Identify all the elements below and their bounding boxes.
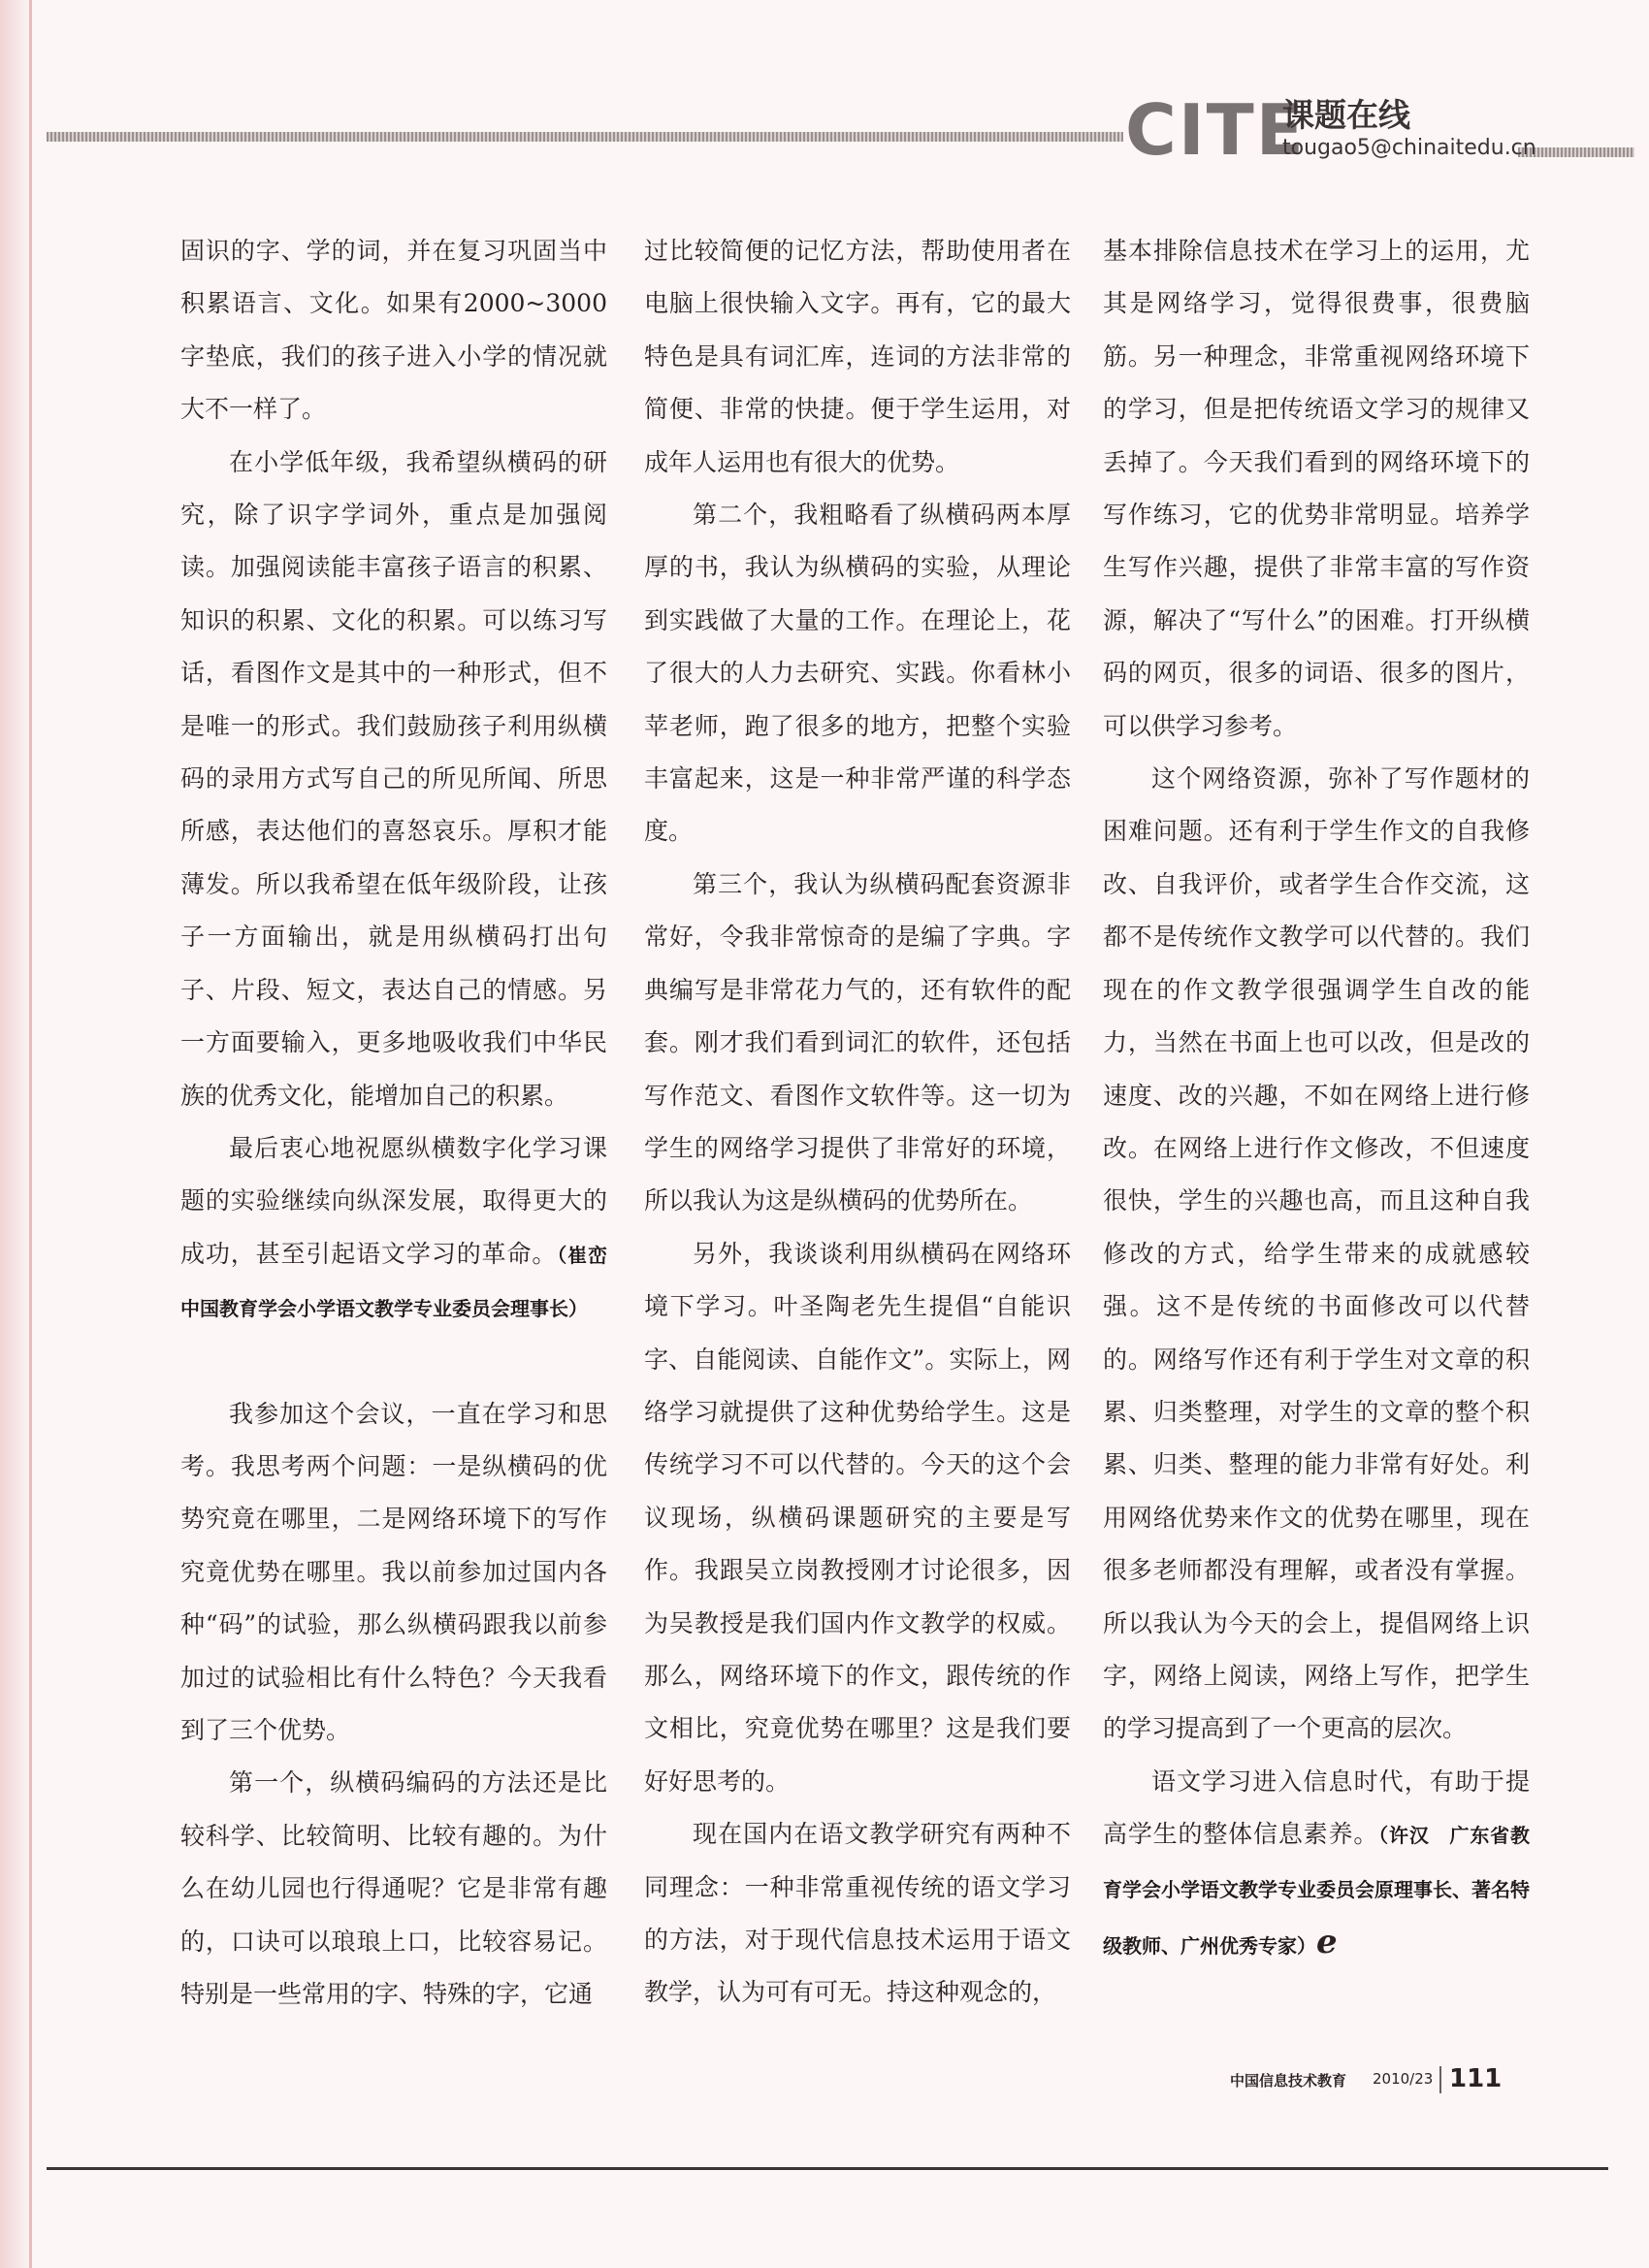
footer-journal-name: 中国信息技术教育 xyxy=(1230,2072,1347,2090)
cite-logo: CITE xyxy=(1125,89,1306,171)
paragraph-text: 最后衷心地祝愿纵横数字化学习课题的实验继续向纵深发展，取得更大的成功，甚至引起语文学习的革命。 xyxy=(180,1133,607,1268)
paragraph: 在小学低年级，我希望纵横码的研究，除了识字学词外，重点是加强阅读。加强阅读能丰富孩子语言的积累、知识的积累、文化的积累。可以练习写话，看图作文是其中的一种形式，但不是唯一的形式。我们鼓励孩子利用纵横码的录用方式写自己的所见所闻、所思所感，表达他们的喜怒哀乐。厚积才能薄发。所以我希望在低年级阶段，让孩子一方面输出，就是用纵横码打出句子、片段、短文，表达自己的情感。另一方面要输入，更多地吸收我们中华民族的优秀文化，能增加自己的积累。 xyxy=(180,447,607,1110)
paragraph: 这个网络资源，弥补了写作题材的困难问题。还有利于学生作文的自我修改、自我评价，或者学生合作交流，这都不是传统作文教学可以代替的。我们现在的作文教学很强调学生自改的能力，当然在书面上也可以改，但是改的速度、改的兴趣，不如在网络上进行修改。在网络上进行作文修改，不但速度很快，学生的兴趣也高，而且这种自我修改的方式，给学生带来的成就感较强。这不是传统的书面修改可以代替的。网络写作还有利于学生对文章的积累、归类整理，对学生的文章的整个积累、归类、整理的能力非常有好处。利用网络优势来作文的优势在哪里，现在很多老师都没有理解，或者没有掌握。所以我认为今天的会上，提倡网络上识字，网络上阅读，网络上写作，把学生的学习提高到了一个更高的层次。 xyxy=(1103,764,1530,1743)
paragraph: 第三个，我认为纵横码配套资源非常好，令我非常惊奇的是编了字典。字典编写是非常花力气的，还有软件的配套。刚才我们看到词汇的软件，还包括写作范文、看图作文软件等。这一切为学生的网络学习提供了非常好的环境，所以我认为这是纵横码的优势所在。 xyxy=(644,869,1071,1215)
column-name: 课题在线 xyxy=(1282,96,1410,134)
paragraph: 第一个，纵横码编码的方法还是比较科学、比较简明、比较有趣的。为什么在幼儿园也行得通呢？它是非常有趣的，口诀可以琅琅上口，比较容易记。特别是一些常用的字、特殊的字，它通 xyxy=(180,1768,607,2008)
paragraph-text: 语文学习进入信息时代，有助于提高学生的整体信息素养。 xyxy=(1103,1766,1530,1849)
end-mark-icon: e xyxy=(1316,1923,1338,1961)
bottom-rule xyxy=(47,2167,1608,2170)
header-band xyxy=(47,132,1123,142)
text-column-2 xyxy=(644,225,1071,2020)
footer-divider xyxy=(1439,2066,1441,2093)
paragraph: 另外，我谈谈利用纵横码在网络环境下学习。叶圣陶老先生提倡“自能识字、自能阅读、自能作文”。实际上，网络学习就提供了这种优势给学生。这是传统学习不可以代替的。今天的这个会议现场，纵横码课题研究的主要是写作。我跟吴立岗教授刚才讨论很多，因为吴教授是我们国内作文教学的权威。那么，网络环境下的作文，跟传统的作文相比，究竟优势在哪里？这是我们要好好思考的。 xyxy=(644,1239,1071,1796)
author-attribution: （许汉 广东省教育学会小学语文教学专业委员会原理事长、著名特级教师、广州优秀专家） xyxy=(1103,1824,1530,1958)
text-column-3 xyxy=(1103,225,1530,1972)
page-left-edge xyxy=(0,0,33,2268)
paragraph-gap xyxy=(180,1336,607,1388)
header-email: tougao5@chinaitedu.cn xyxy=(1282,136,1536,160)
paragraph: 固识的字、学的词，并在复习巩固当中积累语言、文化。如果有2000~3000字垫底，我们的孩子进入小学的情况就大不一样了。 xyxy=(180,237,607,424)
paragraph: 过比较简便的记忆方法，帮助使用者在电脑上很快输入文字。再有，它的最大特色是具有词汇库，连词的方法非常的简便、非常的快捷。便于学生运用，对成年人运用也有很大的优势。 xyxy=(644,237,1071,476)
author-attribution: （崔峦 中国教育学会小学语文教学专业委员会理事长） xyxy=(180,1243,627,1321)
page-edge-line xyxy=(29,0,32,2268)
paragraph xyxy=(1103,1756,1530,1973)
page-number: 111 xyxy=(1449,2064,1503,2093)
paragraph: 第二个，我粗略看了纵横码两本厚厚的书，我认为纵横码的实验，从理论到实践做了大量的工作。在理论上，花了很大的人力去研究、实践。你看林小苹老师，跑了很多的地方，把整个实验丰富起来，这是一种非常严谨的科学态度。 xyxy=(644,501,1071,846)
paragraph: 我参加这个会议，一直在学习和思考。我思考两个问题：一是纵横码的优势究竟在哪里，二是网络环境下的写作究竟优势在哪里。我以前参加过国内各种“码”的试验，那么纵横码跟我以前参加过的试验相比有什么特色？今天我看到了三个优势。 xyxy=(180,1399,607,1744)
paragraph: 基本排除信息技术在学习上的运用，尤其是网络学习，觉得很费事，很费脑筋。另一种理念，非常重视网络环境下的学习，但是把传统语文学习的规律又丢掉了。今天我们看到的网络环境下的写作练习，它的优势非常明显。培养学生写作兴趣，提供了非常丰富的写作资源，解决了“写什么”的困难。打开纵横码的网页，很多的词语、很多的图片，可以供学习参考。 xyxy=(1103,237,1530,740)
paragraph: 现在国内在语文教学研究有两种不同理念：一种非常重视传统的语文学习的方法，对于现代信息技术运用于语文教学，认为可有可无。持这种观念的， xyxy=(644,1820,1071,2007)
paragraph xyxy=(180,1122,627,1336)
text-column-1 xyxy=(180,225,627,2021)
footer-issue: 2010/23 xyxy=(1373,2070,1434,2088)
